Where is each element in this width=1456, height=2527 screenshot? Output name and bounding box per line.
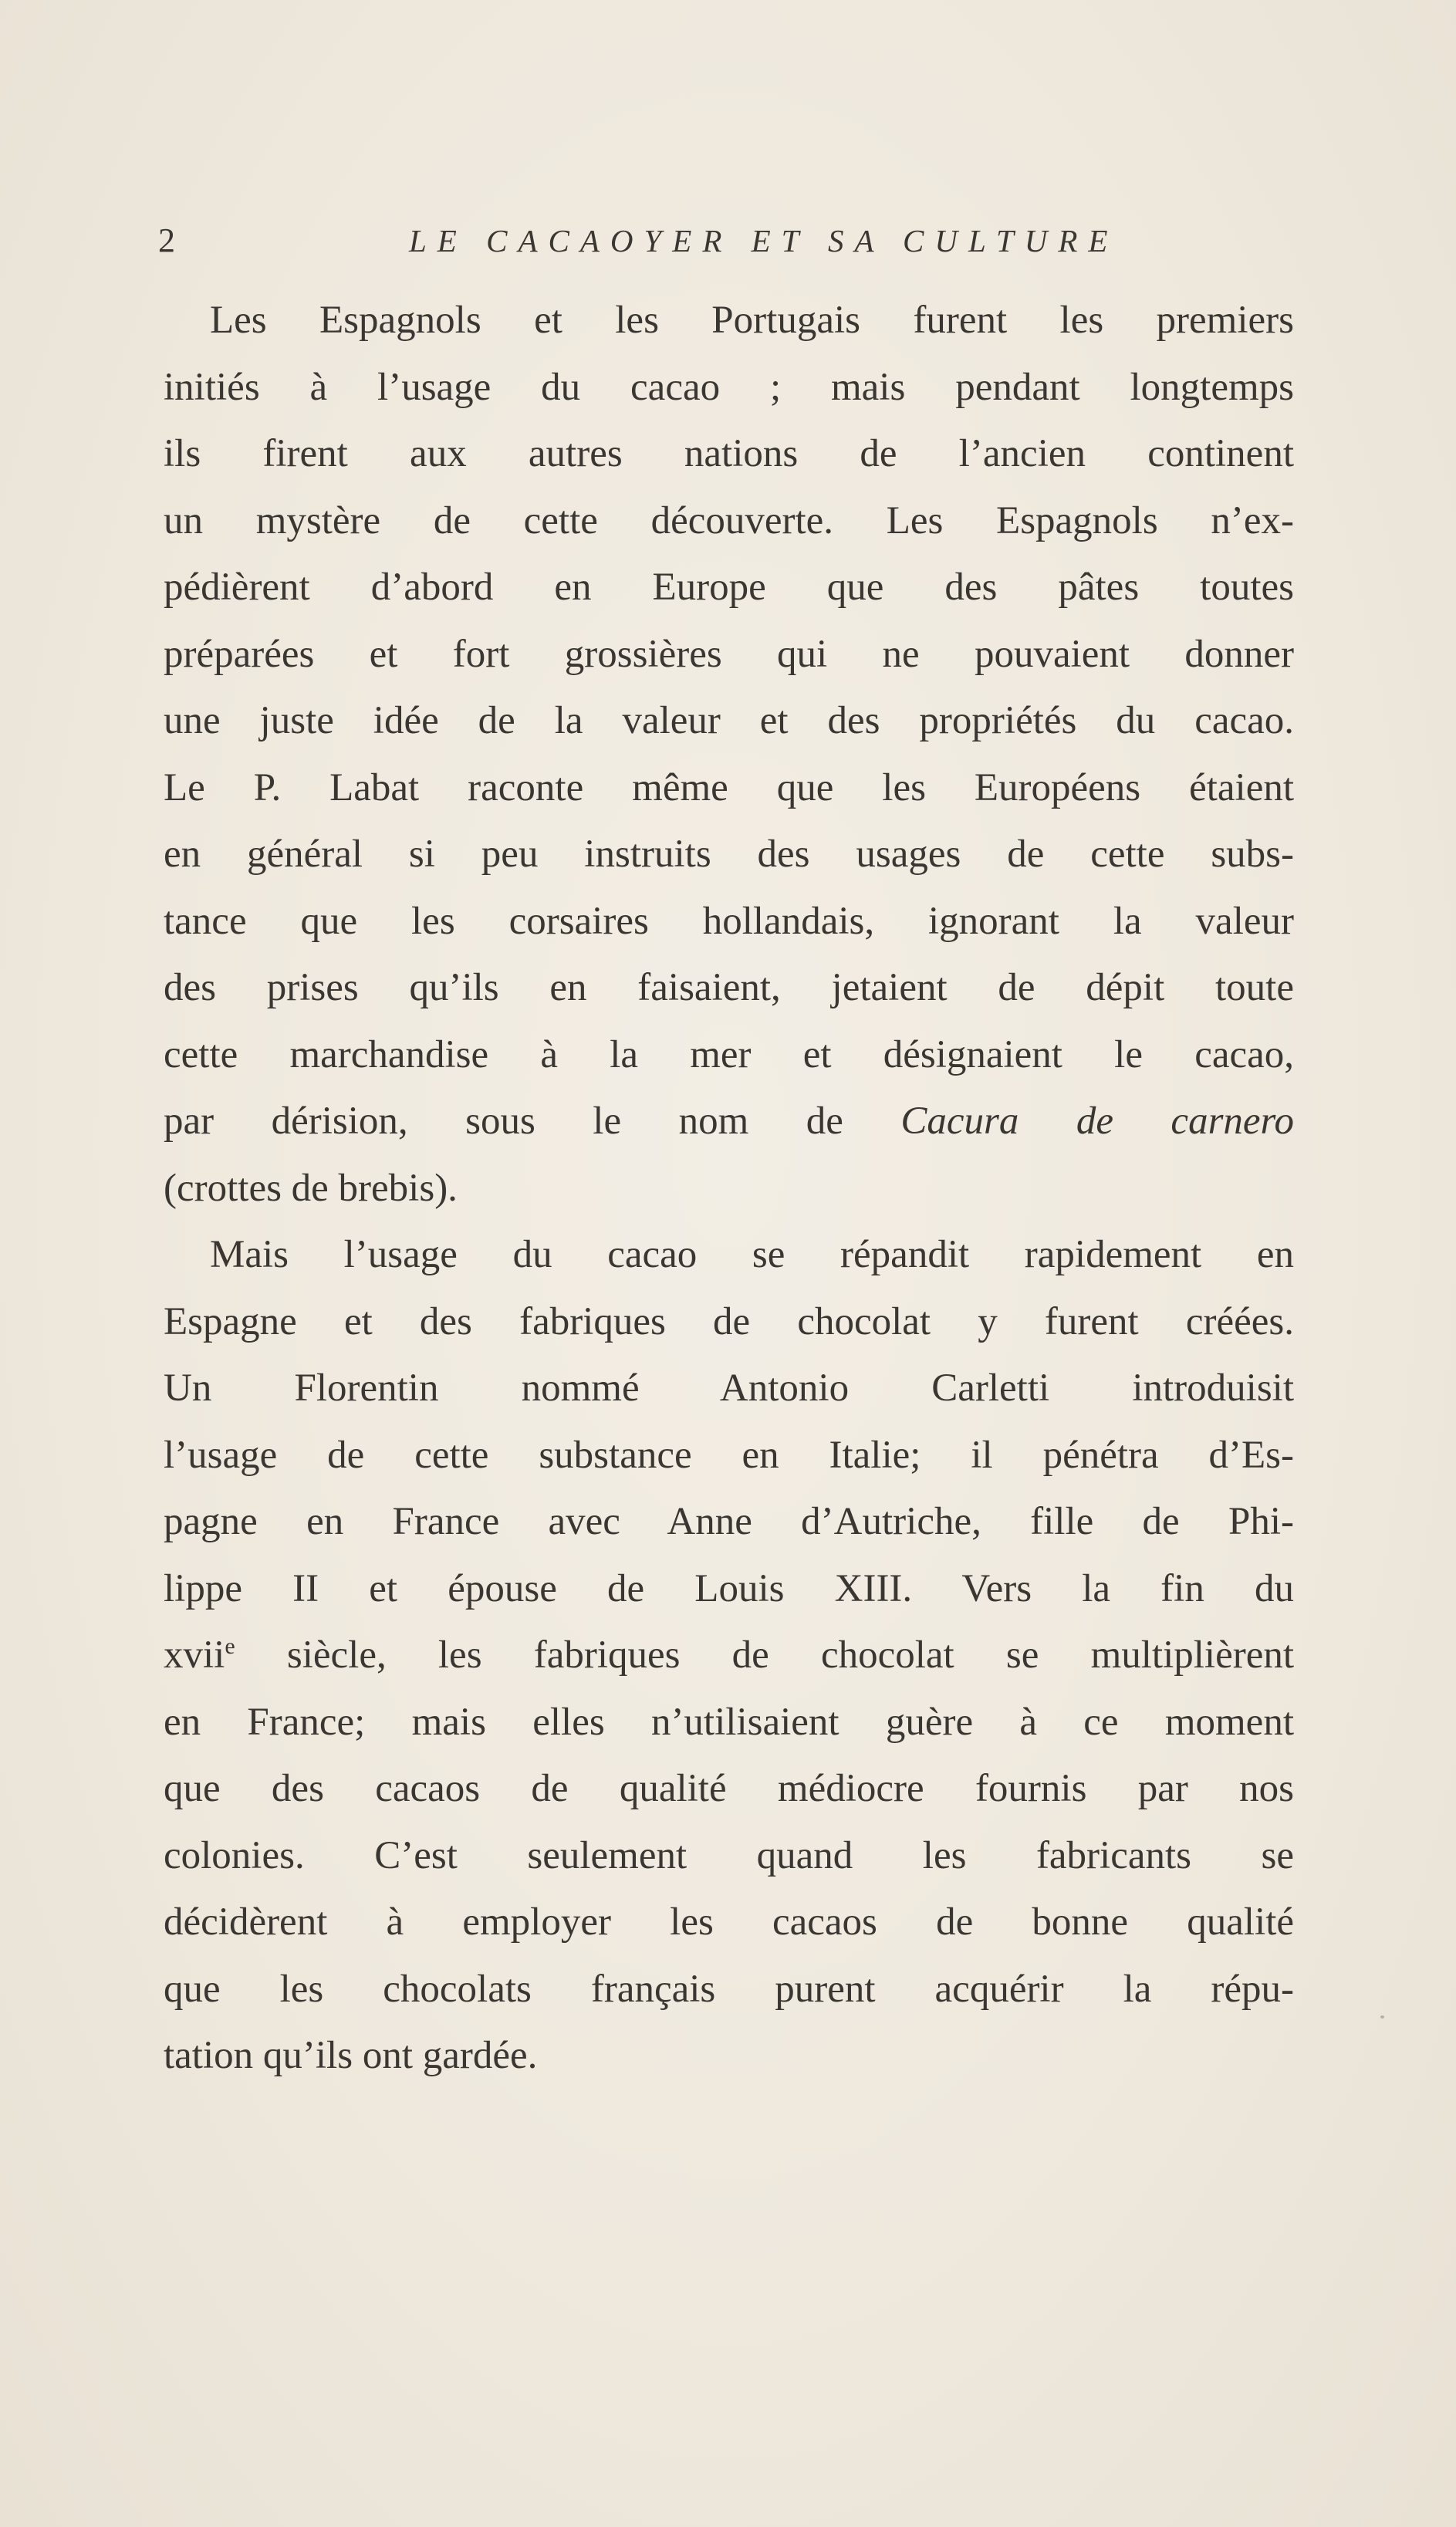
running-title: LE CACAOYER ET SA CULTURE [409,223,1119,258]
text-line: initiés à l’usage du cacao ; mais pendant longtemps [164,365,1294,409]
text-line: ils firent aux autres nations de l’ancien continent [164,432,1294,475]
text-line: (crottes de brebis). [164,1166,458,1210]
text-line: pagne en France avec Anne d’Autriche, fille de Phi- [164,1500,1294,1543]
text-line: Le P. Labat raconte même que les Européens étaient [164,765,1294,809]
italic-term: Cacura de carnero [900,1100,1295,1143]
text-line: des prises qu’ils en faisaient, jetaient de dépit toute [164,966,1294,1009]
text-line: tation qu’ils ont gardée. [164,2034,538,2077]
text-line: Les Espagnols et les Portugais furent les premiers [210,299,1294,342]
text-line: en général si peu instruits des usages de cette subs- [164,833,1294,876]
text-line: pédièrent d’abord en Europe que des pâtes toutes [164,566,1294,609]
text-line: l’usage de cette substance en Italie; il pénétra d’Es- [164,1433,1294,1477]
body-text [164,287,1294,2090]
text-line: cette marchandise à la mer et désignaient le cacao, [164,1032,1294,1076]
text-line: que les chocolats français purent acquérir la répu- [164,1967,1294,2011]
text-line-with-superscript [164,1622,1294,1689]
text-line: préparées et fort grossières qui ne pouvaient donner [164,632,1294,676]
text-run: siècle, les fabriques de chocolat se multiplièrent [286,1633,1295,1677]
superscript-e: e [225,1633,235,1659]
text-line: une juste idée de la valeur et des propriétés du cacao. [164,699,1294,742]
page-header [158,218,1292,264]
text-line: lippe II et épouse de Louis XIII. Vers la fin du [164,1566,1294,1610]
text-line: en France; mais elles n’utilisaient guère à ce moment [164,1700,1294,1744]
text-line: un mystère de cette découverte. Les Espagnols n’ex- [164,498,1294,542]
century-numeral: xvii [164,1633,225,1677]
text-line: décidèrent à employer les cacaos de bonne qualité [164,1900,1294,1944]
paper-speck [1380,2015,1384,2019]
text-line: colonies. C’est seulement quand les fabricants se [164,1833,1294,1877]
page-number: 2 [158,221,176,259]
text-line: Espagne et des fabriques de chocolat y furent créées. [164,1299,1294,1343]
text-line-with-italic [164,1088,1294,1155]
text-line: Un Florentin nommé Antonio Carletti introduisit [164,1367,1294,1410]
text-line: tance que les corsaires hollandais, ignorant la valeur [164,899,1294,943]
text-line: que des cacaos de qualité médiocre fournis par nos [164,1767,1294,1810]
text-run: par dérision, sous le nom de [164,1100,843,1143]
text-line: Mais l’usage du cacao se répandit rapidement en [210,1233,1294,1276]
